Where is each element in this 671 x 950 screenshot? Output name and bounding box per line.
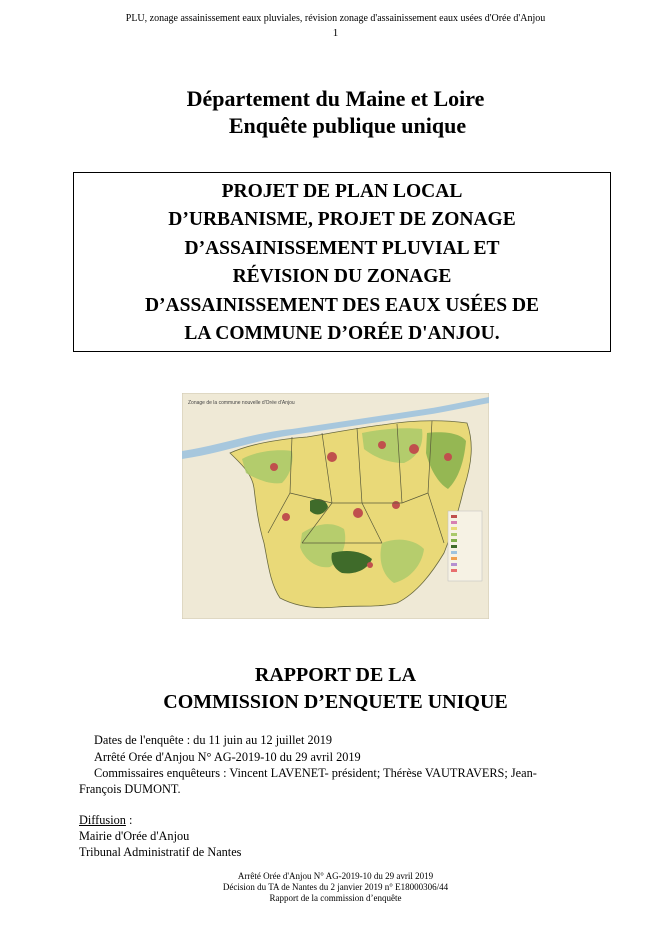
map-caption: Zonage de la commune nouvelle d'Orée d'Anjou xyxy=(188,400,295,406)
inquiry-dates: Dates de l'enquête : du 11 juin au 12 juillet 2019 xyxy=(94,733,333,747)
diffusion-label: Diffusion xyxy=(79,813,126,827)
commissioners-line-2: François DUMONT. xyxy=(79,782,181,796)
commissioners-line-1: Commissaires enquêteurs : Vincent LAVENET- président; Thérèse VAUTRAVERS; Jean- xyxy=(94,766,537,780)
zoning-map-image xyxy=(182,393,489,619)
diffusion-mairie: Mairie d'Orée d'Anjou xyxy=(79,829,190,843)
inquiry-title: Enquête publique unique xyxy=(228,113,467,138)
report-title-line-2: COMMISSION D’ENQUETE UNIQUE xyxy=(163,691,508,713)
urban-spot xyxy=(282,513,290,521)
project-title-line: D’ASSAINISSEMENT PLUVIAL ET xyxy=(184,238,500,259)
urban-spot xyxy=(353,508,363,518)
project-title-line: PROJET DE PLAN LOCAL xyxy=(221,181,463,202)
diffusion-colon: : xyxy=(125,813,133,827)
urban-spot xyxy=(367,562,373,568)
map-legend xyxy=(448,511,482,581)
urban-spot xyxy=(270,463,278,471)
project-title-box xyxy=(73,172,611,352)
project-title-line: LA COMMUNE D’ORÉE D'ANJOU. xyxy=(184,323,500,344)
page-number: 1 xyxy=(332,27,339,39)
diffusion-heading xyxy=(79,813,132,828)
running-header: PLU, zonage assainissement eaux pluviales, révision zonage d'assainissement eaux usées d'Orée d'Anjou xyxy=(125,13,546,24)
diffusion-tribunal: Tribunal Administratif de Nantes xyxy=(79,845,242,859)
footer-line-1: Arrêté Orée d'Anjou N° AG-2019-10 du 29 avril 2019 xyxy=(237,871,434,881)
project-title-line: RÉVISION DU ZONAGE xyxy=(232,266,452,287)
urban-spot xyxy=(392,501,400,509)
project-title-line: D’URBANISME, PROJET DE ZONAGE xyxy=(168,209,516,230)
footer-line-3: Rapport de la commission d’enquête xyxy=(269,893,402,903)
decree-reference: Arrêté Orée d'Anjou N° AG-2019-10 du 29 avril 2019 xyxy=(94,750,361,764)
urban-spot xyxy=(327,452,337,462)
footer-line-2: Décision du TA de Nantes du 2 janvier 2019 n° E18000306/44 xyxy=(222,882,449,892)
department-title: Département du Maine et Loire xyxy=(186,86,485,111)
urban-spot xyxy=(378,441,386,449)
urban-spot xyxy=(409,444,419,454)
project-title-line: D’ASSAINISSEMENT DES EAUX USÉES DE xyxy=(144,295,540,316)
urban-spot xyxy=(444,453,452,461)
report-title-line-1: RAPPORT DE LA xyxy=(254,664,417,686)
